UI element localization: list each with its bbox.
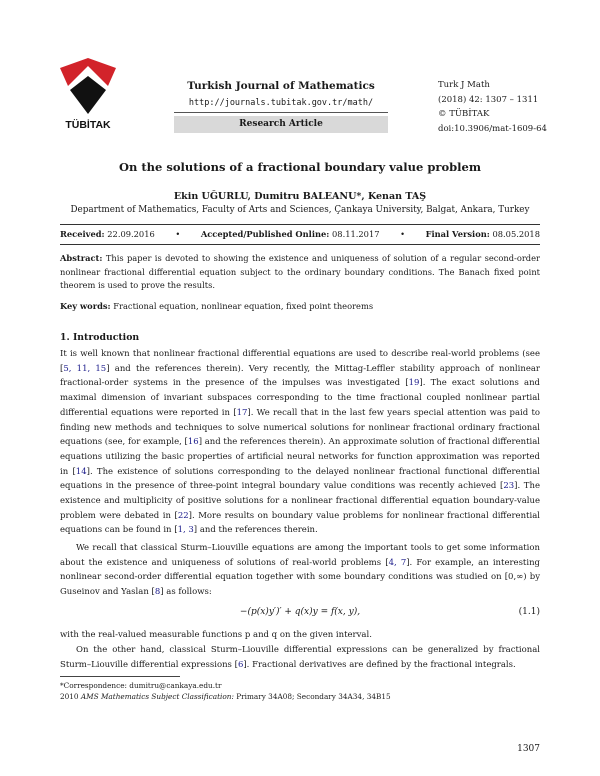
- citation-link[interactable]: 22: [177, 510, 189, 521]
- intro-paragraph-3: with the real-valued measurable functions p and q on the given interval.: [60, 630, 372, 640]
- dates-divider-top: [60, 224, 540, 225]
- tubitak-logo: [60, 58, 116, 130]
- citation-link[interactable]: 1, 3: [177, 525, 194, 536]
- equation-body: −(p(x)y′)′ + q(x)y = f(x, y),: [239, 607, 361, 617]
- citation-link[interactable]: 6: [237, 659, 244, 670]
- header-divider: [174, 112, 388, 113]
- tubitak-emblem-icon: [60, 58, 116, 130]
- journal-url[interactable]: http://journals.tubitak.gov.tr/math/: [188, 98, 374, 108]
- journal-meta: [438, 78, 547, 136]
- intro-paragraph-1: It is well known that nonlinear fractional differential equations are used to describe real-world problems (see [5, 11, 15] and the references therein). Very recently, the Mittag-Leffler stability approach of nonlinear fractional-order systems in the presence of the impulses was investigated [19]. The exact solutions and maximal dimension of invariant subspaces corresponding to the time fractional coupled nonlinear partial differential equations were reported in [17]. We recall that in the last few years special attention was paid to finding new methods and techniques to solve numerical solutions for nonlinear fractional ordinary fractional equations (see, for example, [16] and the references therein). An approximate solution of fractional differential equations utilizing the basic properties of artificial neural networks for function approximation was reported in [14]. The existence of solutions corresponding to the delayed nonlinear fractional functional differential equations in the presence of three-point integral boundary value conditions was recently achieved [23]. The existence and multiplicity of positive solutions for a nonlinear fractional differential equation boundary-value problem were debated in [22]. More results on boundary value problems for nonlinear fractional differential equations can be found in [1, 3] and the references therein.: [60, 349, 540, 536]
- intro-paragraph-2: We recall that classical Sturm–Liouville equations are among the important tools to get some information about the existence and uniqueness of solutions of real-world problems [4, 7]. For example, an interesting nonlinear second-order differential equation together with some boundary conditions was studied on [0,∞) by Guseinov and Yaslan [8] as follows:: [60, 543, 540, 598]
- footnote-divider: [60, 676, 180, 677]
- citation-link[interactable]: 5, 11, 15: [63, 363, 107, 374]
- page-number: 1307: [517, 744, 540, 754]
- msc-classification: 2010 AMS Mathematics Subject Classification: Primary 34A08; Secondary 34A34, 34B15: [60, 692, 391, 701]
- citation-link[interactable]: 8: [154, 587, 161, 598]
- dates-bullet: •: [175, 229, 181, 239]
- section-heading-introduction: 1. Introduction: [60, 332, 140, 343]
- keywords: [60, 301, 540, 311]
- journal-title: Turkish Journal of Mathematics: [187, 80, 375, 92]
- correspondence-note: *Correspondence: dumitru@cankaya.edu.tr: [60, 681, 222, 690]
- meta-volume-pages: (2018) 42: 1307 – 1311: [438, 94, 539, 105]
- article-type-badge: Research Article: [174, 116, 388, 133]
- final-version-date: Final Version: 08.05.2018: [425, 229, 540, 239]
- dates-divider-bottom: [60, 244, 540, 245]
- abstract: [60, 252, 540, 293]
- accepted-date: Accepted/Published Online: 08.11.2017: [200, 229, 380, 239]
- citation-link[interactable]: 19: [408, 378, 420, 389]
- meta-copyright: © TÜBİTAK: [438, 109, 490, 119]
- meta-journal-abbrev: Turk J Math: [438, 80, 490, 90]
- citation-link[interactable]: 17: [236, 407, 248, 418]
- authors: Ekin UĞURLU, Dumitru BALEANU*, Kenan TAŞ: [173, 191, 427, 202]
- citation-link[interactable]: 14: [75, 466, 87, 477]
- keywords-label: Key words:: [60, 301, 111, 311]
- abstract-text: This paper is devoted to showing the existence and uniqueness of solution of a regular second-order nonlinear fractional differential equation subject to the ordinary boundary conditions. The Banach fixed point theorem is used to prove the results.: [60, 253, 540, 290]
- footnote: [60, 680, 391, 702]
- citation-link[interactable]: 4, 7: [388, 557, 407, 568]
- logo-text: TÜBİTAK: [65, 119, 111, 130]
- received-date: Received: 22.09.2016: [60, 229, 155, 239]
- affiliation: Department of Mathematics, Faculty of Arts and Sciences, Çankaya University, Balgat, Ankara, Turkey: [70, 205, 530, 215]
- abstract-label: Abstract:: [60, 253, 103, 263]
- citation-link[interactable]: 16: [187, 437, 199, 448]
- equation-number: (1.1): [518, 607, 540, 617]
- dates-row: [60, 229, 540, 239]
- keywords-text: Fractional equation, nonlinear equation, fixed point theorems: [113, 301, 374, 311]
- dates-bullet: •: [400, 229, 405, 239]
- intro-paragraph-4: On the other hand, classical Sturm–Liouville differential expressions can be generalized by fractional Sturm–Liouville differential expressions [6]. Fractional derivatives are defined by the fractional integrals.: [60, 645, 540, 670]
- meta-doi[interactable]: doi:10.3906/mat-1609-64: [438, 123, 547, 134]
- paper-title: On the solutions of a fractional boundary value problem: [118, 160, 482, 174]
- citation-link[interactable]: 23: [503, 481, 515, 492]
